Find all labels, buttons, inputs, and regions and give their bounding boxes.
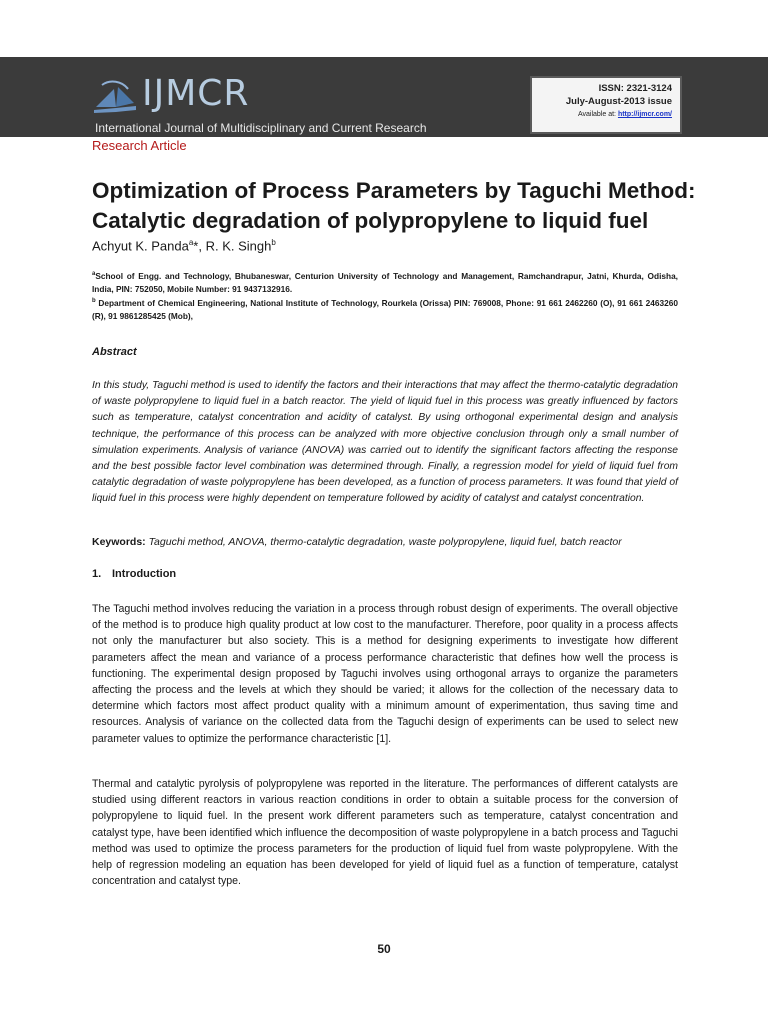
- affiliation-mark: b: [92, 298, 96, 304]
- abstract-body: In this study, Taguchi method is used to identify the factors and their interactions that may affect the thermo-catalytic degradation of waste polypropylene to liquid fuel in a batch reactor. The yield of liquid fuel in this process was greatly influenced by factors such as temperature, catalyst concentration and acidity of catalyst. By using orthogonal experimental design and analysis technique, the performance of this process can be analyzed with more objective conclusion through only a small number of simulation experiments. Analysis of variance (ANOVA) was carried out to identify the significant factors affecting the response and the best possible factor level combination was determined through. Finally, a regression model for yield of liquid fuel from catalytic degradation of waste polypropylene has been developed, as a function of process parameters. It was found that yield of liquid fuel in this process were highly dependent on temperature followed by acidity of catalyst and catalyst concentration.: [92, 380, 678, 505]
- author-affiliation-mark: a: [188, 238, 194, 247]
- author-name: R. K. Singh: [205, 238, 272, 254]
- author-affiliation-mark: b: [271, 238, 276, 247]
- corresponding-author-mark: *,: [193, 238, 206, 254]
- journal-name: International Journal of Multidisciplinary and Current Research: [95, 121, 427, 135]
- affiliation-b: [92, 295, 678, 323]
- introduction-paragraph: The Taguchi method involves reducing the variation in a process through robust design of experiments. The overall objective of the method is to produce high quality product at low cost to the manufacturer. Therefore, poor quality in a process affects not only the manufacturer but also society. This is a method for designing experiments to investigate how different parameters affect the mean and variance of a process performance characteristic that defines how well the process is functioning. The experimental design proposed by Taguchi involves using orthogonal arrays to organize the parameters affecting the process and the levels at which they should be varied; it allows for the collection of the necessary data to determine which factors most affect product quality with a minimum amount of experimentation, thus saving time and resources. Analysis of variance on the collected data from the Taguchi design of experiments can be used to select new parameter values to optimize the performance characteristic [1].: [92, 603, 678, 745]
- affiliation-text: School of Engg. and Technology, Bhubaneswar, Centurion University of Technology and Management, Ramchandrapur, Jatni, Khurda, Odisha, India, PIN: 752050, Mobile Number: 91 9437132916.: [92, 270, 678, 294]
- page-number: 50: [377, 942, 391, 956]
- article-type: Research Article: [92, 138, 187, 153]
- availability: [532, 108, 680, 121]
- available-label: Available at:: [577, 111, 616, 118]
- affiliation-text: Department of Chemical Engineering, National Institute of Technology, Rourkela (Orissa) PIN: 769008, Phone: 91 661 2462260 (O), 91 661 2463260 (R), 91 9861285425 (Mob),: [92, 297, 678, 321]
- section-number: 1.: [92, 568, 102, 580]
- keywords-text: Taguchi method, ANOVA, thermo-catalytic degradation, waste polypropylene, liquid fuel, batch reactor: [145, 536, 622, 548]
- keywords: [92, 536, 692, 548]
- issn-box: [530, 76, 682, 134]
- introduction-paragraph: Thermal and catalytic pyrolysis of polypropylene was reported in the literature. The performances of different catalysts are studied using different reactors in various reaction conditions in order to obtain a suitable process for the conversion of polypropylene to liquid fuel. In the present work different parameters such as temperature, catalyst concentration and catalyst type, have been identified which influence the decomposition of waste polypropylene in a batch process and Taguchi method was used to optimize the process parameters for the production of liquid fuel from waste polypropylene. With the help of regression modeling an equation has been developed for yield of liquid fuel as a function of temperature, catalyst concentration and catalyst type.: [92, 778, 678, 888]
- journal-logo-text: IJMCR: [142, 73, 250, 114]
- abstract-heading: Abstract: [92, 346, 137, 358]
- book-logo-icon: [92, 77, 138, 115]
- author-list: [92, 238, 276, 253]
- article-title: Optimization of Process Parameters by Taguchi Method: Catalytic degradation of polypropylene to liquid fuel: [92, 178, 696, 233]
- section-title: Introduction: [112, 568, 177, 580]
- issn: ISSN: 2321-3124: [598, 83, 672, 94]
- section-heading-introduction: [92, 568, 176, 580]
- author-name: Achyut K. Panda: [92, 238, 189, 254]
- affiliation-a: [92, 268, 678, 296]
- journal-url-link[interactable]: http://ijmcr.com/: [617, 111, 672, 118]
- issue: July-August-2013 issue: [565, 96, 672, 107]
- keywords-label: Keywords:: [92, 536, 146, 548]
- affiliation-mark: a: [92, 271, 96, 277]
